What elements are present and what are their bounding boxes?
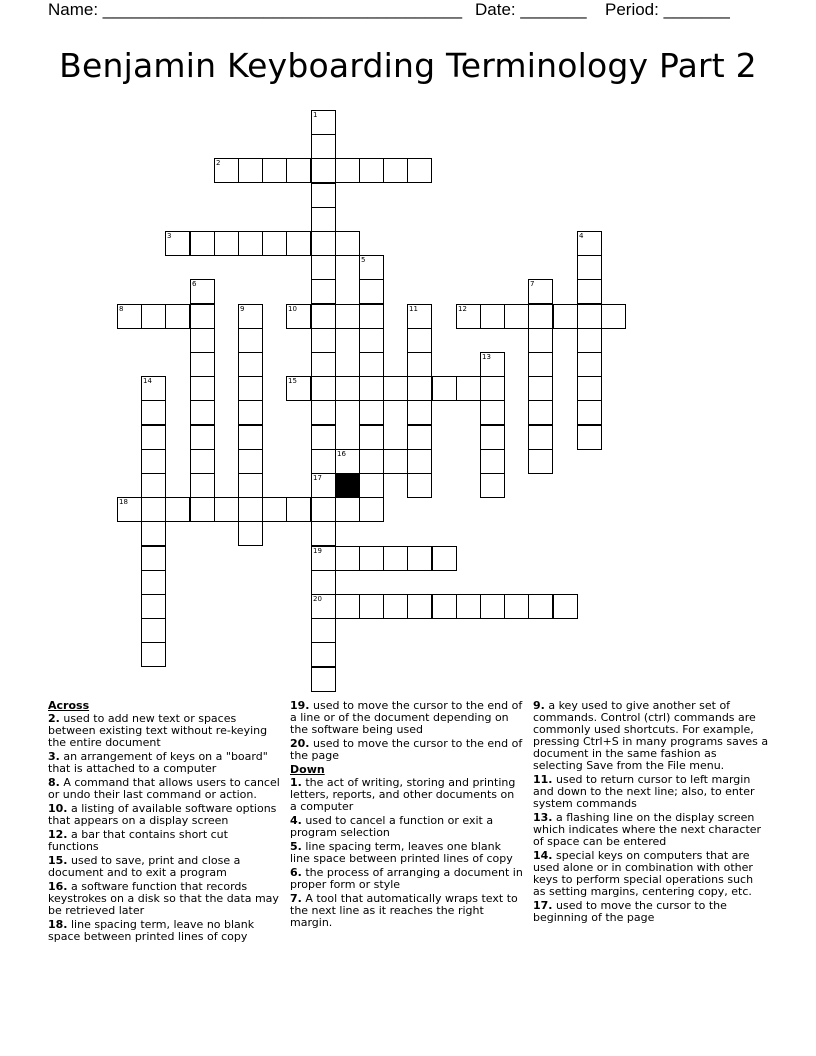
grid-cell[interactable] bbox=[432, 376, 457, 401]
cell-number: 17 bbox=[313, 474, 322, 482]
grid-cell[interactable] bbox=[165, 304, 190, 329]
grid-cell[interactable] bbox=[335, 594, 360, 619]
grid-cell[interactable] bbox=[407, 328, 432, 353]
grid-cell[interactable] bbox=[286, 497, 311, 522]
grid-cell[interactable] bbox=[311, 231, 336, 256]
grid-cell[interactable] bbox=[577, 304, 602, 329]
grid-cell[interactable] bbox=[504, 304, 529, 329]
clue-text: used to move the cursor to the beginning of the page bbox=[533, 899, 727, 924]
clue-item bbox=[290, 815, 524, 839]
grid-cell[interactable] bbox=[238, 304, 263, 329]
grid-cell[interactable] bbox=[311, 594, 336, 619]
grid-cell[interactable] bbox=[311, 618, 336, 643]
grid-cell[interactable] bbox=[432, 546, 457, 571]
cell-number: 19 bbox=[313, 547, 322, 555]
grid-cell[interactable] bbox=[190, 352, 215, 377]
cell-number: 6 bbox=[192, 280, 197, 288]
grid-cell[interactable] bbox=[238, 521, 263, 546]
clue-item bbox=[290, 841, 524, 865]
grid-cell[interactable] bbox=[335, 376, 360, 401]
grid-cell[interactable] bbox=[335, 231, 360, 256]
grid-cell[interactable] bbox=[141, 400, 166, 425]
grid-cell[interactable] bbox=[190, 231, 215, 256]
grid-cell[interactable] bbox=[601, 304, 626, 329]
grid-cell[interactable] bbox=[238, 400, 263, 425]
grid-cell[interactable] bbox=[528, 328, 553, 353]
grid-cell[interactable] bbox=[480, 352, 505, 377]
clue-item bbox=[48, 803, 280, 827]
clue-item bbox=[48, 919, 280, 943]
clue-item bbox=[290, 738, 524, 762]
grid-cell[interactable] bbox=[262, 497, 287, 522]
grid-cell[interactable] bbox=[407, 546, 432, 571]
clue-text: used to return cursor to left margin and down to the next line; also, to enter system commands bbox=[533, 773, 755, 810]
grid-cell[interactable] bbox=[311, 279, 336, 304]
clue-item bbox=[290, 867, 524, 891]
name-field-label[interactable]: Name: ______________________________________ bbox=[48, 0, 463, 19]
grid-cell[interactable] bbox=[311, 376, 336, 401]
grid-cell[interactable] bbox=[335, 546, 360, 571]
grid-cell[interactable] bbox=[359, 400, 384, 425]
grid-cell[interactable] bbox=[577, 376, 602, 401]
grid-cell[interactable] bbox=[480, 473, 505, 498]
clue-item bbox=[48, 829, 280, 853]
grid-cell[interactable] bbox=[141, 521, 166, 546]
grid-cell[interactable] bbox=[359, 328, 384, 353]
grid-cell[interactable] bbox=[190, 376, 215, 401]
clue-text: line spacing term, leave no blank space between printed lines of copy bbox=[48, 918, 255, 943]
grid-cell[interactable] bbox=[553, 304, 578, 329]
clue-number: 15. bbox=[48, 854, 68, 867]
grid-cell[interactable] bbox=[141, 546, 166, 571]
cell-number: 2 bbox=[216, 159, 221, 167]
grid-black-cell bbox=[335, 473, 360, 498]
grid-cell[interactable] bbox=[504, 594, 529, 619]
grid-cell[interactable] bbox=[528, 425, 553, 450]
grid-cell[interactable] bbox=[311, 570, 336, 595]
grid-cell[interactable] bbox=[359, 546, 384, 571]
grid-cell[interactable] bbox=[456, 376, 481, 401]
grid-cell[interactable] bbox=[432, 594, 457, 619]
clue-item bbox=[48, 751, 280, 775]
clue-item bbox=[48, 881, 280, 917]
grid-cell[interactable] bbox=[311, 449, 336, 474]
grid-cell[interactable] bbox=[311, 667, 336, 692]
grid-cell[interactable] bbox=[141, 425, 166, 450]
grid-cell[interactable] bbox=[311, 546, 336, 571]
grid-cell[interactable] bbox=[311, 425, 336, 450]
grid-cell[interactable] bbox=[141, 376, 166, 401]
grid-cell[interactable] bbox=[335, 304, 360, 329]
grid-cell[interactable] bbox=[359, 449, 384, 474]
grid-cell[interactable] bbox=[359, 473, 384, 498]
grid-cell[interactable] bbox=[528, 352, 553, 377]
grid-cell[interactable] bbox=[286, 158, 311, 183]
grid-cell[interactable] bbox=[311, 400, 336, 425]
grid-cell[interactable] bbox=[335, 449, 360, 474]
grid-cell[interactable] bbox=[383, 594, 408, 619]
clue-text: an arrangement of keys on a "board" that is attached to a computer bbox=[48, 750, 268, 775]
cell-number: 13 bbox=[482, 353, 491, 361]
clue-number: 18. bbox=[48, 918, 68, 931]
grid-cell[interactable] bbox=[359, 158, 384, 183]
clue-text: used to cancel a function or exit a program selection bbox=[290, 814, 494, 839]
grid-cell[interactable] bbox=[238, 449, 263, 474]
grid-cell[interactable] bbox=[238, 328, 263, 353]
grid-cell[interactable] bbox=[311, 158, 336, 183]
clue-text: line spacing term, leaves one blank line space between printed lines of copy bbox=[290, 840, 513, 865]
grid-cell[interactable] bbox=[407, 594, 432, 619]
grid-cell[interactable] bbox=[311, 352, 336, 377]
grid-cell[interactable] bbox=[190, 328, 215, 353]
grid-cell[interactable] bbox=[141, 594, 166, 619]
cell-number: 4 bbox=[579, 232, 584, 240]
clue-number: 19. bbox=[290, 699, 310, 712]
clue-number: 11. bbox=[533, 773, 553, 786]
clue-text: a listing of available software options that appears on a display screen bbox=[48, 802, 277, 827]
clue-number: 8. bbox=[48, 776, 60, 789]
grid-cell[interactable] bbox=[383, 158, 408, 183]
grid-cell[interactable] bbox=[553, 594, 578, 619]
cell-number: 18 bbox=[119, 498, 128, 506]
grid-cell[interactable] bbox=[190, 304, 215, 329]
grid-cell[interactable] bbox=[480, 376, 505, 401]
cell-number: 3 bbox=[167, 232, 172, 240]
grid-cell[interactable] bbox=[141, 570, 166, 595]
grid-cell[interactable] bbox=[262, 158, 287, 183]
grid-cell[interactable] bbox=[407, 400, 432, 425]
clue-item bbox=[290, 777, 524, 813]
grid-cell[interactable] bbox=[528, 279, 553, 304]
grid-cell[interactable] bbox=[577, 425, 602, 450]
grid-cell[interactable] bbox=[238, 352, 263, 377]
clue-number: 3. bbox=[48, 750, 60, 763]
grid-cell[interactable] bbox=[311, 328, 336, 353]
clue-item bbox=[533, 850, 769, 898]
grid-cell[interactable] bbox=[238, 425, 263, 450]
grid-cell[interactable] bbox=[141, 304, 166, 329]
grid-cell[interactable] bbox=[190, 449, 215, 474]
grid-cell[interactable] bbox=[407, 449, 432, 474]
clue-item bbox=[48, 855, 280, 879]
grid-cell[interactable] bbox=[141, 642, 166, 667]
grid-cell[interactable] bbox=[214, 497, 239, 522]
grid-cell[interactable] bbox=[383, 376, 408, 401]
clue-item bbox=[533, 774, 769, 810]
clue-text: used to move the cursor to the end of a line or of the document depending on the software being used bbox=[290, 699, 523, 736]
grid-cell[interactable] bbox=[165, 231, 190, 256]
grid-cell[interactable] bbox=[359, 304, 384, 329]
grid-cell[interactable] bbox=[286, 304, 311, 329]
grid-cell[interactable] bbox=[359, 376, 384, 401]
grid-cell[interactable] bbox=[311, 255, 336, 280]
clue-text: special keys on computers that are used alone or in combination with other keys to perform special operations such as setting margins, centering copy, etc. bbox=[533, 849, 754, 898]
clue-number: 13. bbox=[533, 811, 553, 824]
cell-number: 15 bbox=[288, 377, 297, 385]
grid-cell[interactable] bbox=[238, 497, 263, 522]
grid-cell[interactable] bbox=[238, 231, 263, 256]
clue-number: 2. bbox=[48, 712, 60, 725]
grid-cell[interactable] bbox=[238, 158, 263, 183]
clue-column-1 bbox=[48, 700, 280, 945]
grid-cell[interactable] bbox=[311, 304, 336, 329]
grid-cell[interactable] bbox=[577, 231, 602, 256]
grid-cell[interactable] bbox=[335, 497, 360, 522]
grid-cell[interactable] bbox=[407, 352, 432, 377]
grid-cell[interactable] bbox=[407, 425, 432, 450]
period-field-label[interactable]: Period: _______ bbox=[605, 0, 730, 19]
grid-cell[interactable] bbox=[577, 400, 602, 425]
clue-item bbox=[290, 700, 524, 736]
clue-number: 12. bbox=[48, 828, 68, 841]
grid-cell[interactable] bbox=[311, 207, 336, 232]
grid-cell[interactable] bbox=[577, 352, 602, 377]
clue-item bbox=[533, 812, 769, 848]
grid-cell[interactable] bbox=[528, 376, 553, 401]
grid-cell[interactable] bbox=[214, 158, 239, 183]
grid-cell[interactable] bbox=[141, 473, 166, 498]
clue-item bbox=[290, 893, 524, 929]
cell-number: 8 bbox=[119, 305, 124, 313]
clue-number: 1. bbox=[290, 776, 302, 789]
grid-cell[interactable] bbox=[383, 546, 408, 571]
grid-cell[interactable] bbox=[359, 352, 384, 377]
grid-cell[interactable] bbox=[141, 449, 166, 474]
grid-cell[interactable] bbox=[214, 231, 239, 256]
cell-number: 12 bbox=[458, 305, 467, 313]
down-heading: Down bbox=[290, 763, 325, 776]
clue-number: 4. bbox=[290, 814, 302, 827]
grid-cell[interactable] bbox=[311, 134, 336, 159]
grid-cell[interactable] bbox=[480, 304, 505, 329]
grid-cell[interactable] bbox=[335, 158, 360, 183]
clue-text: a software function that records keystrokes on a disk so that the data may be retrieved later bbox=[48, 880, 279, 917]
grid-cell[interactable] bbox=[286, 231, 311, 256]
grid-cell[interactable] bbox=[190, 400, 215, 425]
clue-text: A tool that automatically wraps text to the next line as it reaches the right margin. bbox=[290, 892, 518, 929]
grid-cell[interactable] bbox=[480, 425, 505, 450]
cell-number: 1 bbox=[313, 111, 318, 119]
grid-cell[interactable] bbox=[286, 376, 311, 401]
across-heading: Across bbox=[48, 699, 90, 712]
cell-number: 11 bbox=[409, 305, 418, 313]
clue-number: 7. bbox=[290, 892, 302, 905]
grid-cell[interactable] bbox=[117, 304, 142, 329]
grid-cell[interactable] bbox=[528, 304, 553, 329]
grid-cell[interactable] bbox=[359, 279, 384, 304]
grid-cell[interactable] bbox=[456, 594, 481, 619]
clue-item bbox=[533, 900, 769, 924]
clue-number: 10. bbox=[48, 802, 68, 815]
clue-text: a bar that contains short cut functions bbox=[48, 828, 228, 853]
grid-cell[interactable] bbox=[407, 473, 432, 498]
cell-number: 5 bbox=[361, 256, 366, 264]
clue-text: the act of writing, storing and printing letters, reports, and other documents on a computer bbox=[290, 776, 516, 813]
grid-cell[interactable] bbox=[311, 183, 336, 208]
grid-cell[interactable] bbox=[262, 231, 287, 256]
grid-cell[interactable] bbox=[311, 110, 336, 135]
cell-number: 9 bbox=[240, 305, 245, 313]
grid-cell[interactable] bbox=[359, 425, 384, 450]
grid-cell[interactable] bbox=[190, 473, 215, 498]
cell-number: 20 bbox=[313, 595, 322, 603]
grid-cell[interactable] bbox=[577, 255, 602, 280]
clue-text: a flashing line on the display screen which indicates where the next character of space can be entered bbox=[533, 811, 762, 848]
grid-cell[interactable] bbox=[190, 425, 215, 450]
grid-cell[interactable] bbox=[141, 497, 166, 522]
grid-cell[interactable] bbox=[238, 376, 263, 401]
clue-text: a key used to give another set of commands. Control (ctrl) commands are commonly used shortcuts. For example, pressing Ctrl+S in many programs saves a document in the same fashion as selecting Save from the File menu. bbox=[533, 699, 769, 772]
grid-cell[interactable] bbox=[480, 400, 505, 425]
clue-item bbox=[48, 777, 280, 801]
clue-text: used to move the cursor to the end of the page bbox=[290, 737, 523, 762]
grid-cell[interactable] bbox=[528, 449, 553, 474]
clue-item bbox=[533, 700, 769, 772]
clue-text: A command that allows users to cancel or undo their last command or action. bbox=[48, 776, 280, 801]
clue-number: 5. bbox=[290, 840, 302, 853]
grid-cell[interactable] bbox=[311, 473, 336, 498]
grid-cell[interactable] bbox=[456, 304, 481, 329]
clue-text: used to save, print and close a document and to exit a program bbox=[48, 854, 241, 879]
date-field-label[interactable]: Date: _______ bbox=[475, 0, 587, 19]
grid-cell[interactable] bbox=[407, 304, 432, 329]
clue-text: the process of arranging a document in proper form or style bbox=[290, 866, 523, 891]
clue-number: 6. bbox=[290, 866, 302, 879]
grid-cell[interactable] bbox=[480, 594, 505, 619]
grid-cell[interactable] bbox=[577, 279, 602, 304]
grid-cell[interactable] bbox=[165, 497, 190, 522]
clue-number: 17. bbox=[533, 899, 553, 912]
grid-cell[interactable] bbox=[238, 473, 263, 498]
grid-cell[interactable] bbox=[528, 400, 553, 425]
grid-cell[interactable] bbox=[190, 497, 215, 522]
clue-number: 9. bbox=[533, 699, 545, 712]
grid-cell[interactable] bbox=[480, 449, 505, 474]
grid-cell[interactable] bbox=[528, 594, 553, 619]
clue-number: 20. bbox=[290, 737, 310, 750]
clue-number: 14. bbox=[533, 849, 553, 862]
cell-number: 14 bbox=[143, 377, 152, 385]
clue-number: 16. bbox=[48, 880, 68, 893]
grid-cell[interactable] bbox=[311, 521, 336, 546]
grid-cell[interactable] bbox=[141, 618, 166, 643]
clue-text: used to add new text or spaces between existing text without re-keying the entire document bbox=[48, 712, 268, 749]
clue-column-2 bbox=[290, 700, 524, 931]
page-title: Benjamin Keyboarding Terminology Part 2 bbox=[59, 46, 757, 85]
grid-cell[interactable] bbox=[311, 497, 336, 522]
clue-item bbox=[48, 713, 280, 749]
grid-cell[interactable] bbox=[311, 642, 336, 667]
grid-cell[interactable] bbox=[359, 255, 384, 280]
clue-column-3 bbox=[533, 700, 769, 926]
grid-cell[interactable] bbox=[577, 328, 602, 353]
cell-number: 10 bbox=[288, 305, 297, 313]
grid-cell[interactable] bbox=[190, 279, 215, 304]
cell-number: 7 bbox=[530, 280, 535, 288]
grid-cell[interactable] bbox=[117, 497, 142, 522]
grid-cell[interactable] bbox=[359, 594, 384, 619]
grid-cell[interactable] bbox=[359, 497, 384, 522]
grid-cell[interactable] bbox=[407, 376, 432, 401]
cell-number: 16 bbox=[337, 450, 346, 458]
grid-cell[interactable] bbox=[407, 158, 432, 183]
grid-cell[interactable] bbox=[383, 449, 408, 474]
